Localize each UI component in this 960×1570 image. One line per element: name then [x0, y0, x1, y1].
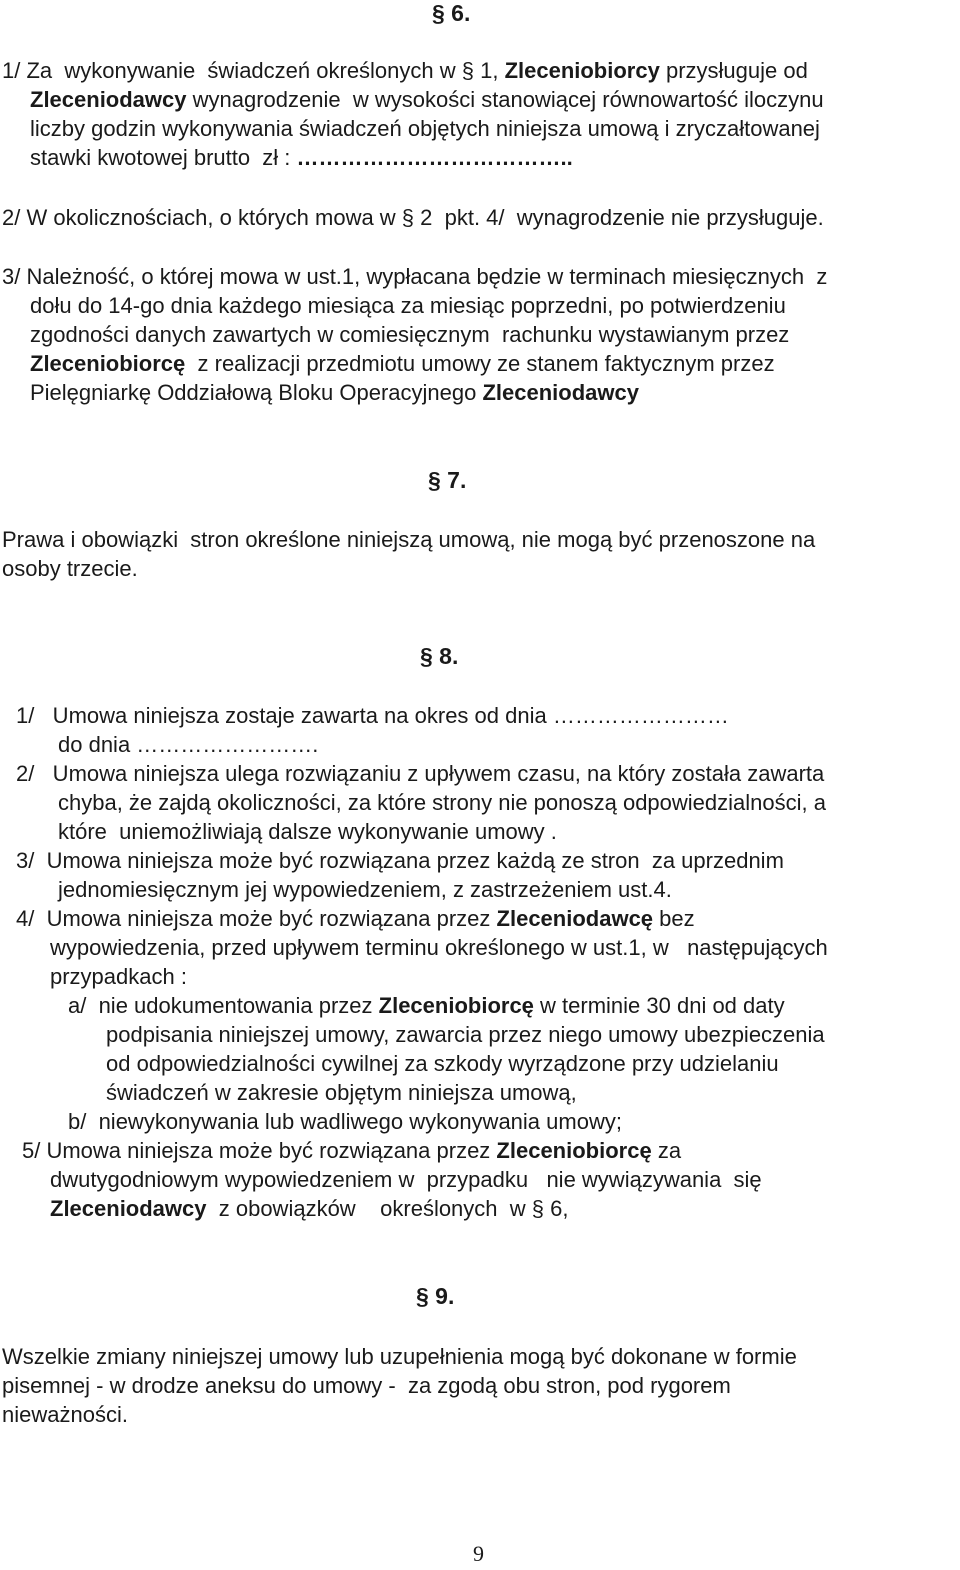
s7-line-1: Prawa i obowiązki stron określone niniejszą umową, nie mogą być przenoszone na — [2, 527, 816, 552]
s8-i2-line-2: chyba, że zajdą okoliczności, za które strony nie ponoszą odpowiedzialności, a — [58, 790, 826, 815]
s8-i4-line-1 — [16, 904, 695, 933]
s6-p1-line-2 — [30, 85, 824, 114]
party-principal: Zleceniodawcy — [482, 380, 639, 405]
text: wynagrodzenie w wysokości stanowiącej równowartość iloczynu — [186, 87, 824, 112]
text: w terminie 30 dni od daty — [533, 993, 785, 1018]
text: przysługuje od — [659, 58, 808, 83]
party-contractor: Zleceniobiorcę — [30, 351, 186, 376]
s8-i5-line-2: dwutygodniowym wypowiedzeniem w przypadku nie wywiązywania się — [50, 1167, 762, 1192]
s6-p1-line-4 — [30, 143, 573, 172]
party-principal: Zleceniodawcy — [50, 1196, 207, 1221]
section-7-heading: § 7. — [428, 467, 467, 493]
s6-p3-line-1: 3/ Należność, o której mowa w ust.1, wypłacana będzie w terminach miesięcznych z — [2, 264, 828, 289]
s9-line-1: Wszelkie zmiany niniejszej umowy lub uzupełnienia mogą być dokonane w formie — [2, 1344, 797, 1369]
s8-i4-sub-a-line-1 — [68, 991, 785, 1020]
amount-blank: ……………………………….. — [296, 145, 573, 170]
s8-i2-line-3: które uniemożliwiają dalsze wykonywanie umowy . — [58, 819, 557, 844]
s8-i4-sub-a-line-4: świadczeń w zakresie objętym niniejsza umową, — [106, 1080, 577, 1105]
text: a/ nie udokumentowania przez — [68, 993, 379, 1018]
s9-line-2: pisemnej - w drodze aneksu do umowy - za zgodą obu stron, pod rygorem — [2, 1373, 731, 1398]
text: Pielęgniarkę Oddziałową Bloku Operacyjnego — [30, 380, 483, 405]
text: stawki kwotowej brutto zł : — [30, 145, 297, 170]
s6-p1-line-3: liczby godzin wykonywania świadczeń objętych niniejsza umową i zryczałtowanej — [30, 116, 820, 141]
s6-p1-line-1 — [2, 56, 808, 85]
s8-i4-line-3: przypadkach : — [50, 964, 187, 989]
party-contractor: Zleceniobiorcę — [496, 1138, 652, 1163]
section-9-heading: § 9. — [416, 1283, 455, 1309]
text: za — [651, 1138, 682, 1163]
s8-i1-line-2: do dnia ……………………. — [58, 732, 319, 757]
s8-i3-line-1: 3/ Umowa niniejsza może być rozwiązana przez każdą ze stron za uprzednim — [16, 848, 784, 873]
page-number: 9 — [473, 1541, 484, 1566]
text: bez — [653, 906, 695, 931]
s6-p3-line-4 — [30, 349, 775, 378]
text: z realizacji przedmiotu umowy ze stanem faktycznym przez — [185, 351, 775, 376]
section-6-point-2: 2/ W okolicznościach, o których mowa w § 2 pkt. 4/ wynagrodzenie nie przysługuje. — [2, 205, 824, 230]
section-8-heading: § 8. — [420, 643, 459, 669]
text: 4/ Umowa niniejsza może być rozwiązana przez — [16, 906, 497, 931]
s8-i4-sub-a-line-3: od odpowiedzialności cywilnej za szkody wyrządzone przy udzielaniu — [106, 1051, 779, 1076]
party-principal: Zleceniodawcy — [30, 87, 187, 112]
s6-p3-line-3: zgodności danych zawartych w comiesięcznym rachunku wystawianym przez — [30, 322, 790, 347]
section-6-heading: § 6. — [432, 0, 471, 26]
s8-i1-line-1: 1/ Umowa niniejsza zostaje zawarta na okres od dnia …………………… — [16, 703, 729, 728]
s8-i4-sub-a-line-2: podpisania niniejszej umowy, zawarcia przez niego umowy ubezpieczenia — [106, 1022, 825, 1047]
text: 1/ Za wykonywanie świadczeń określonych w § 1, — [2, 58, 505, 83]
s8-i4-sub-b-line-1: b/ niewykonywania lub wadliwego wykonywania umowy; — [68, 1109, 622, 1134]
party-principal: Zleceniodawcę — [496, 906, 654, 931]
s8-i3-line-2: jednomiesięcznym jej wypowiedzeniem, z zastrzeżeniem ust.4. — [58, 877, 672, 902]
s8-i4-line-2: wypowiedzenia, przed upływem terminu określonego w ust.1, w następujących — [50, 935, 828, 960]
text: 5/ Umowa niniejsza może być rozwiązana przez — [22, 1138, 497, 1163]
s8-i5-line-1 — [22, 1136, 681, 1165]
s8-i2-line-1: 2/ Umowa niniejsza ulega rozwiązaniu z upływem czasu, na który została zawarta — [16, 761, 825, 786]
s6-p3-line-5 — [30, 378, 639, 407]
s7-line-2: osoby trzecie. — [2, 556, 138, 581]
s8-i5-line-3 — [50, 1194, 568, 1223]
s6-p3-line-2: dołu do 14-go dnia każdego miesiąca za miesiąc poprzedni, po potwierdzeniu — [30, 293, 786, 318]
party-contractor: Zleceniobiorcę — [378, 993, 534, 1018]
s9-line-3: nieważności. — [2, 1402, 128, 1427]
party-contractor: Zleceniobiorcy — [504, 58, 660, 83]
text: z obowiązków określonych w § 6, — [206, 1196, 569, 1221]
